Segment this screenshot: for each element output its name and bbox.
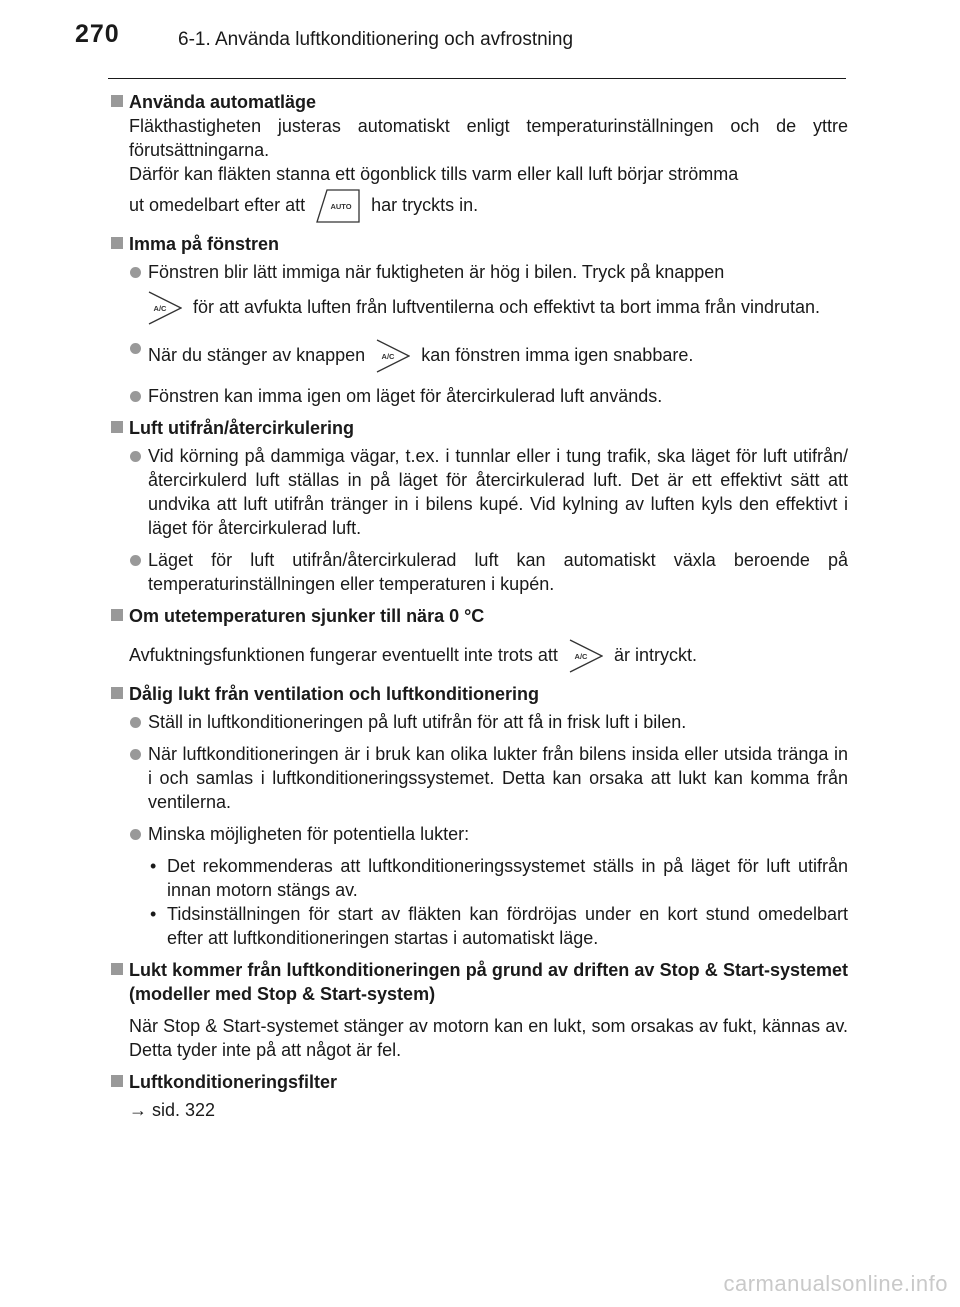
section-bad-smell	[110, 682, 848, 950]
auto-button-label: AUTO	[330, 202, 352, 212]
bullet-item: Vid körning på dammiga vägar, t.ex. i tunnlar eller i tung trafik, ska läget för luft utifrån/återcirkulerd luft ställas in på läget för återcirkulerad luft. Det är ett effektivt sätt att undvika att luft utifrån tränger in i bilens kupé. Vid kylning av luften kyls den effektivt i läget för återcirkulerad luft.	[110, 444, 848, 540]
section-heading: Använda automatläge	[110, 90, 848, 114]
text-fragment: har tryckts in.	[371, 195, 479, 215]
sub-list-item: • Det rekommenderas att luftkonditioneringssystemet ställs in på läget för luft utifrån innan motorn stängs av.	[110, 854, 848, 902]
section-heading: Om utetemperaturen sjunker till nära 0 °C	[110, 604, 848, 628]
paragraph: När Stop & Start-systemet stänger av motorn kan en lukt, som orsakas av fukt, kännas av. Detta tyder inte på att något är fel.	[129, 1016, 848, 1060]
sub-list-item: • Tidsinställningen för start av fläkten kan fördröjas under en kort stund omedelbart efter att luftkonditioneringen startas i automatiskt läge.	[110, 902, 848, 950]
section-window-fog	[110, 232, 848, 408]
page-number: 270	[75, 20, 120, 48]
bullet-item	[110, 336, 848, 374]
chapter-title: 6-1. Använda luftkonditionering och avfrostning	[178, 29, 574, 50]
section-stop-start	[110, 958, 848, 1062]
section-auto-mode	[110, 90, 848, 224]
paragraph-with-button	[110, 186, 848, 224]
paragraph-with-button	[110, 636, 848, 674]
section-heading: Luft utifrån/återcirkulering	[110, 416, 848, 440]
section-heading: Imma på fönstren	[110, 232, 848, 256]
page-reference-link[interactable]: → sid. 322	[129, 1100, 216, 1120]
ac-button-label: A/C	[381, 352, 395, 362]
bullet-item: Fönstren kan imma igen om läget för återcirkulerad luft används.	[110, 384, 848, 408]
paragraph: Därför kan fläkten stanna ett ögonblick tills varm eller kall luft börjar strömma	[129, 164, 739, 184]
section-heading: Dålig lukt från ventilation och luftkonditionering	[110, 682, 848, 706]
text-fragment: ut omedelbart efter att	[129, 195, 306, 215]
section-filter	[110, 1070, 848, 1122]
ac-button-icon	[376, 339, 410, 373]
section-heading: Lukt kommer från luftkonditioneringen på grund av driften av Stop & Start-systemet (modeller med Stop & Start-system)	[110, 958, 848, 1006]
bullet-item: Ställ in luftkonditioneringen på luft utifrån för att få in frisk luft i bilen.	[110, 710, 848, 734]
ac-button-label: A/C	[153, 304, 167, 314]
watermark: carmanualsonline.info	[723, 1271, 948, 1296]
ac-button-icon	[569, 639, 603, 673]
text-fragment: När du stänger av knappen	[148, 345, 366, 365]
bullet-item: Läget för luft utifrån/återcirkulerad luft kan automatiskt växla beroende på temperaturinställningen eller temperaturen i kupén.	[110, 548, 848, 596]
section-recirculation	[110, 416, 848, 596]
text-fragment: Fönstren blir lätt immiga när fuktigheten är hög i bilen. Tryck på knappen	[148, 262, 725, 282]
section-heading: Luftkonditioneringsfilter	[110, 1070, 848, 1094]
ac-button-label: A/C	[574, 652, 588, 662]
section-cold-temperature	[110, 604, 848, 674]
header-divider	[108, 78, 846, 79]
text-fragment: är intryckt.	[613, 645, 697, 665]
text-fragment: Avfuktningsfunktionen fungerar eventuellt inte trots att	[129, 645, 558, 665]
bullet-item	[110, 260, 848, 326]
bullet-item: Minska möjligheten för potentiella lukter:	[110, 822, 848, 846]
paragraph: Fläkthastigheten justeras automatiskt enligt temperaturinställningen och de yttre förutsättningarna.	[129, 116, 848, 160]
page-content	[110, 90, 848, 1122]
text-fragment: för att avfukta luften från luftventilerna och effektivt ta bort imma från vindrutan.	[193, 297, 821, 317]
ac-button-icon	[148, 291, 182, 325]
auto-button-icon	[316, 189, 360, 223]
text-fragment: kan fönstren imma igen snabbare.	[421, 345, 694, 365]
bullet-item: När luftkonditioneringen är i bruk kan olika lukter från bilens insida eller utsida tränga in i och samlas i luftkonditioneringssystemet. Detta kan orsaka att lukt kan komma från ventilerna.	[110, 742, 848, 814]
